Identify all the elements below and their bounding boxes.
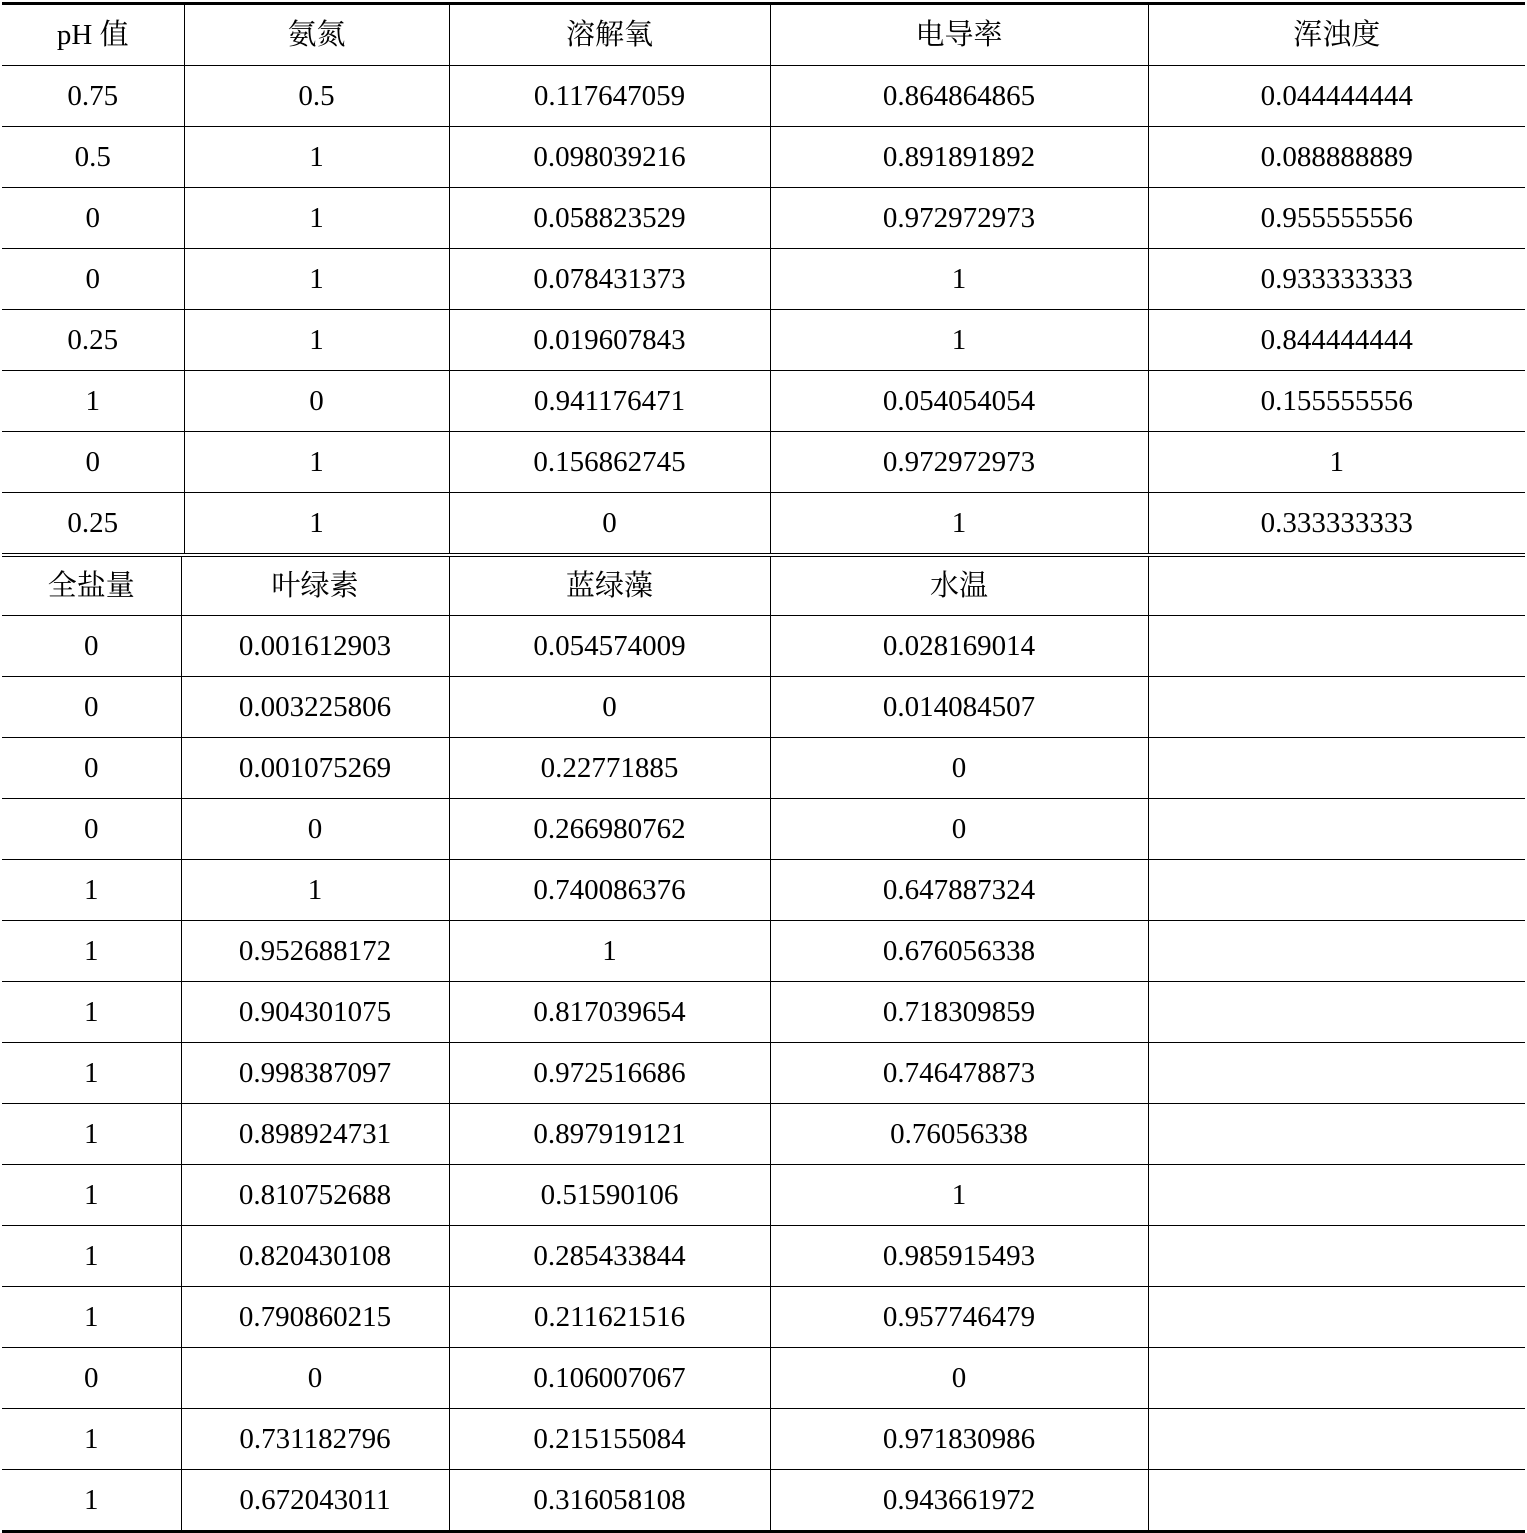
table-cell: 0.156862745 xyxy=(449,432,770,493)
table-row xyxy=(2,1470,1525,1532)
table-cell: 0.333333333 xyxy=(1148,493,1525,556)
table-cell: 0.117647059 xyxy=(449,66,770,127)
table-row xyxy=(2,921,1525,982)
table-cell: 1 xyxy=(2,1165,181,1226)
table-cell: 0 xyxy=(770,738,1148,799)
table-cell: 0.001075269 xyxy=(181,738,449,799)
table-cell: 1 xyxy=(184,310,449,371)
table-cell: 0 xyxy=(2,249,184,310)
table-cell: 1 xyxy=(770,1165,1148,1226)
table-cell xyxy=(1148,1287,1525,1348)
table-row xyxy=(2,66,1525,127)
column-header xyxy=(1148,557,1525,616)
table-cell: 0.044444444 xyxy=(1148,66,1525,127)
table-cell: 0.810752688 xyxy=(181,1165,449,1226)
table-cell: 0.316058108 xyxy=(449,1470,770,1532)
table-row xyxy=(2,1287,1525,1348)
table-cell: 1 xyxy=(184,127,449,188)
table-row xyxy=(2,188,1525,249)
column-header: 水温 xyxy=(770,557,1148,616)
table-cell: 0.971830986 xyxy=(770,1409,1148,1470)
table-cell: 0.897919121 xyxy=(449,1104,770,1165)
table-cell: 0 xyxy=(2,799,181,860)
column-header: 溶解氧 xyxy=(449,4,770,66)
table-cell: 0.952688172 xyxy=(181,921,449,982)
table-cell: 0.003225806 xyxy=(181,677,449,738)
table-cell: 0 xyxy=(2,616,181,677)
table-cell: 0.155555556 xyxy=(1148,371,1525,432)
table-cell: 1 xyxy=(2,1409,181,1470)
table-cell: 0 xyxy=(2,432,184,493)
table-cell xyxy=(1148,921,1525,982)
table-cell xyxy=(1148,982,1525,1043)
table-cell: 0.285433844 xyxy=(449,1226,770,1287)
table-cell: 0.647887324 xyxy=(770,860,1148,921)
header-row xyxy=(2,4,1525,66)
table-cell: 0.820430108 xyxy=(181,1226,449,1287)
table-row xyxy=(2,677,1525,738)
table-cell: 0.054054054 xyxy=(770,371,1148,432)
table-row xyxy=(2,310,1525,371)
table-cell: 0.731182796 xyxy=(181,1409,449,1470)
table-cell: 0.740086376 xyxy=(449,860,770,921)
table-cell: 0.25 xyxy=(2,493,184,556)
table-cell: 0 xyxy=(2,677,181,738)
table-cell: 0.998387097 xyxy=(181,1043,449,1104)
table-cell: 0.106007067 xyxy=(449,1348,770,1409)
table-cell: 0.898924731 xyxy=(181,1104,449,1165)
table-cell xyxy=(1148,799,1525,860)
table-cell: 0 xyxy=(2,738,181,799)
table-cell: 0.864864865 xyxy=(770,66,1148,127)
column-header: 电导率 xyxy=(770,4,1148,66)
table-row xyxy=(2,616,1525,677)
table-cell: 0 xyxy=(449,493,770,556)
table-cell: 1 xyxy=(184,432,449,493)
table-row xyxy=(2,799,1525,860)
table-cell: 0.019607843 xyxy=(449,310,770,371)
table-cell: 0.215155084 xyxy=(449,1409,770,1470)
table-cell xyxy=(1148,738,1525,799)
table-cell: 1 xyxy=(2,1287,181,1348)
table-cell: 1 xyxy=(2,1104,181,1165)
table-cell: 1 xyxy=(2,1226,181,1287)
table-row xyxy=(2,127,1525,188)
bottom-table xyxy=(2,557,1525,1533)
table-row xyxy=(2,1348,1525,1409)
table-cell xyxy=(1148,616,1525,677)
table-cell: 0.844444444 xyxy=(1148,310,1525,371)
table-cell xyxy=(1148,1470,1525,1532)
table-cell: 0 xyxy=(184,371,449,432)
table-cell: 0.266980762 xyxy=(449,799,770,860)
table-cell: 0.098039216 xyxy=(449,127,770,188)
table-cell: 1 xyxy=(770,310,1148,371)
table-cell: 0.972972973 xyxy=(770,188,1148,249)
table-cell: 1 xyxy=(770,249,1148,310)
table-cell: 1 xyxy=(2,371,184,432)
table-cell xyxy=(1148,860,1525,921)
column-header: 叶绿素 xyxy=(181,557,449,616)
table-cell: 1 xyxy=(2,1043,181,1104)
column-header: 浑浊度 xyxy=(1148,4,1525,66)
table-cell: 0.75 xyxy=(2,66,184,127)
table-row xyxy=(2,1043,1525,1104)
table-cell: 0.891891892 xyxy=(770,127,1148,188)
table-cell xyxy=(1148,1104,1525,1165)
table-cell: 0.22771885 xyxy=(449,738,770,799)
table-cell: 0.933333333 xyxy=(1148,249,1525,310)
table-cell xyxy=(1148,1409,1525,1470)
table-cell: 0.028169014 xyxy=(770,616,1148,677)
table-cell: 0.955555556 xyxy=(1148,188,1525,249)
table-row xyxy=(2,432,1525,493)
table-cell: 0.211621516 xyxy=(449,1287,770,1348)
table-cell: 1 xyxy=(2,1470,181,1532)
table-cell: 0.058823529 xyxy=(449,188,770,249)
table-cell: 0 xyxy=(2,1348,181,1409)
column-header: 全盐量 xyxy=(2,557,181,616)
table-row xyxy=(2,738,1525,799)
table-cell: 0.943661972 xyxy=(770,1470,1148,1532)
table-cell: 0.5 xyxy=(184,66,449,127)
table-cell: 1 xyxy=(184,493,449,556)
table-row xyxy=(2,982,1525,1043)
table-cell: 0.676056338 xyxy=(770,921,1148,982)
table-cell: 1 xyxy=(2,860,181,921)
table-cell: 1 xyxy=(770,493,1148,556)
table-cell: 0.972516686 xyxy=(449,1043,770,1104)
header-row xyxy=(2,557,1525,616)
table-cell: 1 xyxy=(184,249,449,310)
table-cell: 0.746478873 xyxy=(770,1043,1148,1104)
table-cell: 0.25 xyxy=(2,310,184,371)
table-cell: 0 xyxy=(449,677,770,738)
table-cell: 1 xyxy=(1148,432,1525,493)
normalized-data-table xyxy=(2,2,1525,1533)
table-row xyxy=(2,371,1525,432)
table-cell: 0.817039654 xyxy=(449,982,770,1043)
column-header: 蓝绿藻 xyxy=(449,557,770,616)
table-cell xyxy=(1148,677,1525,738)
table-cell: 0.014084507 xyxy=(770,677,1148,738)
table-cell: 0.790860215 xyxy=(181,1287,449,1348)
table-cell: 0.718309859 xyxy=(770,982,1148,1043)
table-cell: 0 xyxy=(181,799,449,860)
table-cell: 0.672043011 xyxy=(181,1470,449,1532)
table-cell: 0.078431373 xyxy=(449,249,770,310)
table-cell xyxy=(1148,1165,1525,1226)
table-cell: 0 xyxy=(770,1348,1148,1409)
table-cell: 1 xyxy=(2,982,181,1043)
table-cell: 1 xyxy=(2,921,181,982)
table-cell: 0.054574009 xyxy=(449,616,770,677)
table-cell: 1 xyxy=(184,188,449,249)
table-cell: 0.001612903 xyxy=(181,616,449,677)
column-header: pH 值 xyxy=(2,4,184,66)
table-cell xyxy=(1148,1043,1525,1104)
table-row xyxy=(2,1226,1525,1287)
table-cell: 0.76056338 xyxy=(770,1104,1148,1165)
column-header: 氨氮 xyxy=(184,4,449,66)
table-cell: 0.51590106 xyxy=(449,1165,770,1226)
top-table xyxy=(2,2,1525,557)
table-cell: 1 xyxy=(181,860,449,921)
table-cell: 0 xyxy=(181,1348,449,1409)
table-row xyxy=(2,249,1525,310)
table-cell: 1 xyxy=(449,921,770,982)
table-cell: 0.088888889 xyxy=(1148,127,1525,188)
table-cell: 0.957746479 xyxy=(770,1287,1148,1348)
table-cell: 0 xyxy=(770,799,1148,860)
table-cell: 0.5 xyxy=(2,127,184,188)
table-cell: 0.985915493 xyxy=(770,1226,1148,1287)
table-cell: 0 xyxy=(2,188,184,249)
table-cell xyxy=(1148,1348,1525,1409)
table-row xyxy=(2,493,1525,556)
table-cell xyxy=(1148,1226,1525,1287)
table-row xyxy=(2,1104,1525,1165)
table-row xyxy=(2,1165,1525,1226)
table-cell: 0.972972973 xyxy=(770,432,1148,493)
table-row xyxy=(2,1409,1525,1470)
table-row xyxy=(2,860,1525,921)
table-cell: 0.941176471 xyxy=(449,371,770,432)
table-cell: 0.904301075 xyxy=(181,982,449,1043)
